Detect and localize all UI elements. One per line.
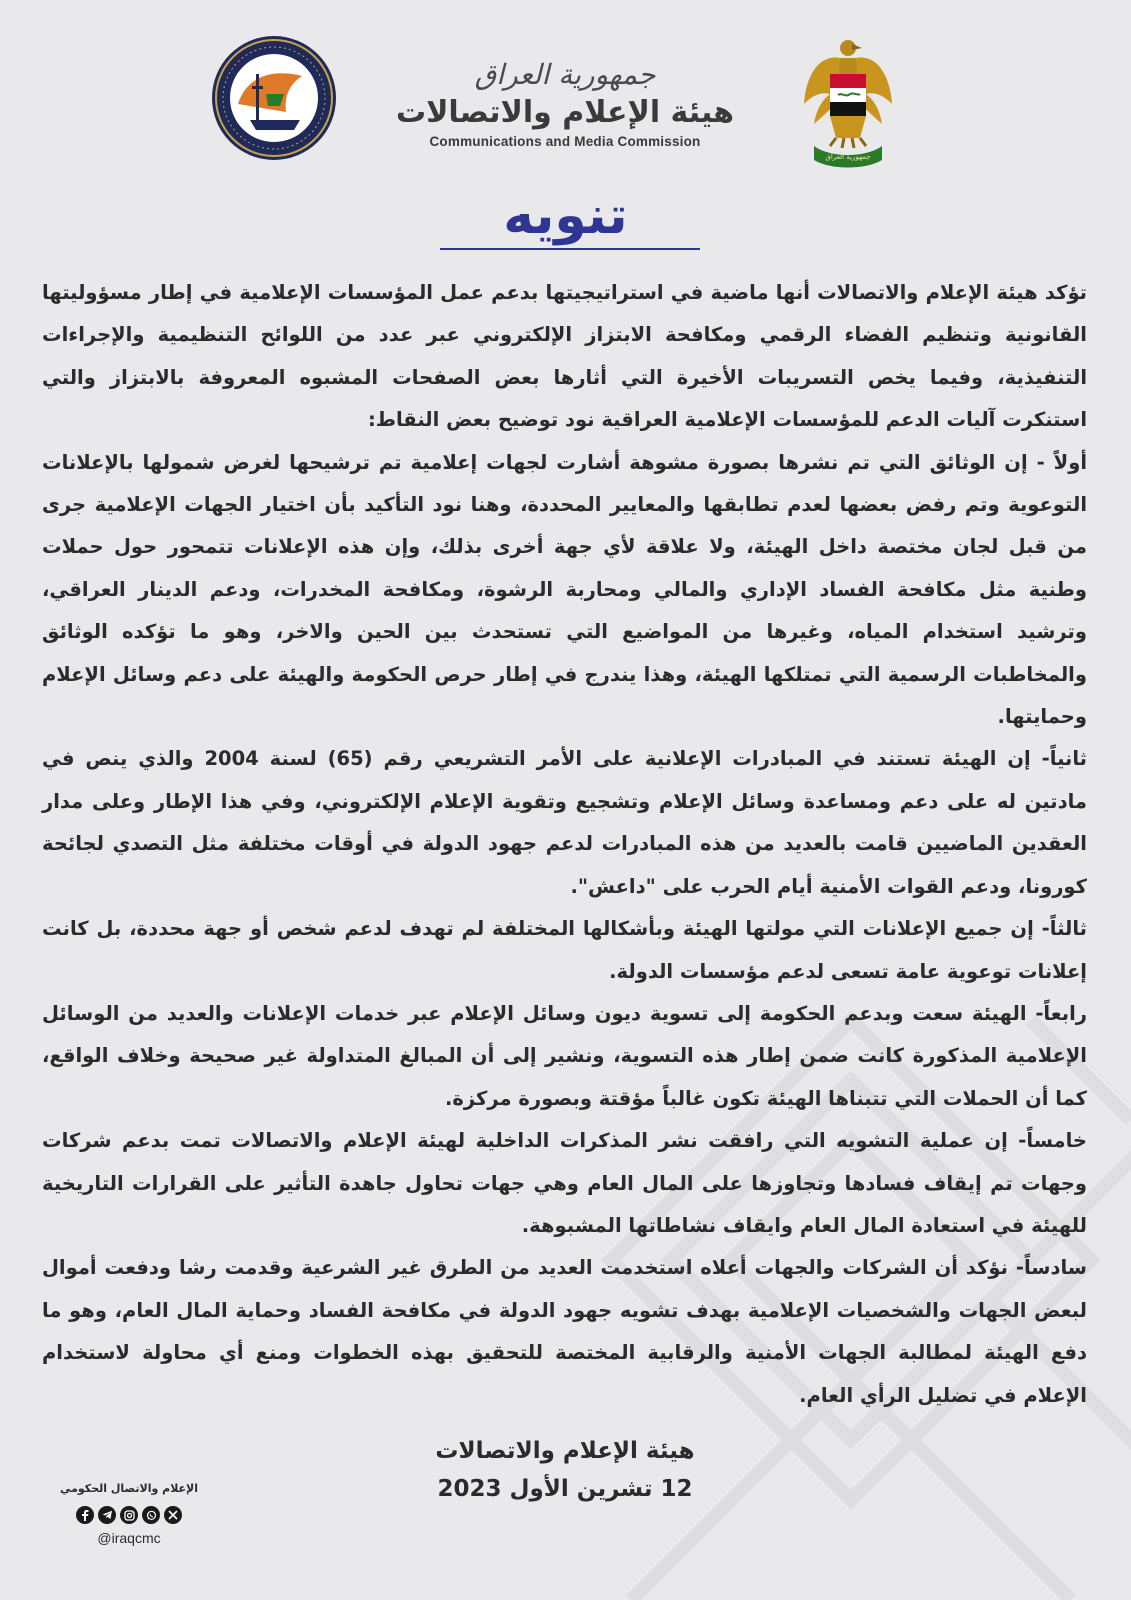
letterhead — [0, 28, 1131, 178]
signature-date: 12 تشرين الأول 2023 — [437, 1476, 693, 1502]
point-fourth-paragraph: رابعاً- الهيئة سعت وبدعم الحكومة إلى تسوية ديون وسائل الإعلام عبر خدمات الإعلانات والعديد من الوسائل الإعلامية المذكورة كانت ضمن إطار هذه التسوية، ونشير إلى أن المبالغ المتداولة غير صحيحة وخلاف الواقع، كما أن الحملات التي تتبناها الهيئة تكون غالباً مؤقتة وبصورة مركزة. — [42, 1001, 1087, 1110]
point-third-paragraph: ثالثاً- إن جميع الإعلانات التي مولتها الهيئة وبأشكالها المختلفة لم تهدف لدعم شخص أو جهة محددة، بل كانت إعلانات توعوية عامة تسعى لدعم مؤسسات الدولة. — [42, 917, 1087, 983]
notice-body — [42, 272, 1087, 1417]
point-second-paragraph: ثانياً- إن الهيئة تستند في المبادرات الإعلانية على الأمر التشريعي رقم (65) لسنة 2004 والذي ينص في مادتين له على دعم ومساعدة وسائل الإعلام وتشجيع وتقوية الإعلام الإلكتروني، وفي هذا الإطار وعلى مدار العقدين الماضيين قامت بالعديد من هذه المبادرات لدعم جهود الدولة في أوقات مختلفة مثل التصدي لجائحة كورونا، ودعم القوات الأمنية أيام الحرب على "داعش". — [42, 747, 1088, 898]
iraq-eagle-emblem-icon — [800, 34, 896, 170]
republic-of-iraq-calligraphy: جمهورية العراق — [474, 58, 656, 91]
point-fifth-paragraph: خامساً- إن عملية التشويه التي رافقت نشر المذكرات الداخلية لهيئة الإعلام والاتصالات تمت بدعم شركات وجهات تم إيقاف فسادها وتجاوزها على المال العام وهي جهات تحاول جاهدة التأثير على القرارات التاريخية للهيئة في استعادة المال العام وايقاف نشاطاتها المشبوهة. — [42, 1129, 1087, 1237]
notice-title: تنويه — [503, 186, 628, 246]
point-first-paragraph: أولاً - إن الوثائق التي تم نشرها بصورة مشوهة أشارت لجهات إعلامية تم ترشيحها لغرض شمولها بالإعلانات التوعوية وتم رفض بعضها لعدم تطابقها والمعايير المحددة، وهنا نود التأكيد بأن اختيار الجهات الإعلامية جرى من قبل لجان مختصة داخل الهيئة، ولا علاقة لأي جهة أخرى بذلك، وإن هذه الإعلانات تتمحور حول حملات وطنية مثل مكافحة الفساد الإداري والمالي ومحاربة الرشوة، ومكافحة المخدرات، ودعم الدينار العراقي، وترشيد استخدام المياه، وغيرها من المواضيع التي تستحدث بين الحين والاخر، وهو ما تؤكده الوثائق والمخاطبات الرسمية التي تمتلكها الهيئة، وهذا يندرج في إطار حرص الحكومة والهيئة على دعم وسائل الإعلام وحمايتها. — [42, 450, 1087, 729]
intro-paragraph: تؤكد هيئة الإعلام والاتصالات أنها ماضية في استراتيجيتها بدعم عمل المؤسسات الإعلامية في إطار مسؤوليتها القانونية وتنظيم الفضاء الرقمي ومكافحة الابتزاز الإلكتروني عبر عدد من اللوائح التنظيمية والإجراءات التنفيذية، وفيما يخص التسريبات الأخيرة التي أثارها بعض الصفحات المشبوه المعروفة بالابتزاز والتي استنكرت آليات الدعم للمؤسسات الإعلامية العراقية نود توضيح بعض النقاط: — [42, 281, 1087, 432]
letterhead-title-block — [395, 56, 735, 149]
signature-organization: هيئة الإعلام والاتصالات — [435, 1438, 695, 1464]
footer-label: الإعلام والاتصال الحكومي — [59, 1482, 199, 1495]
commission-name-arabic: هيئة الإعلام والاتصالات — [395, 95, 735, 130]
signature-block — [360, 1432, 770, 1508]
x-icon[interactable] — [164, 1506, 182, 1524]
cmc-logo-icon — [210, 34, 338, 162]
facebook-icon[interactable] — [76, 1506, 94, 1524]
footer — [44, 1480, 214, 1546]
point-sixth-paragraph: سادساً- نؤكد أن الشركات والجهات أعلاه استخدمت العديد من الطرق غير الشرعية وقدمت رشا ودفعت أموال لبعض الجهات والشخصيات الإعلامية بهدف تشويه جهود الدولة في مكافحة الفساد وحماية المال العام، وهو ما دفع الهيئة لمطالبة الجهات الأمنية والرقابية المختصة للتحقيق بهذه الخطوات ومنع أي محاولة لاستخدام الإعلام في تضليل الرأي العام. — [42, 1256, 1087, 1407]
title-underline — [440, 248, 700, 250]
commission-name-english: Communications and Media Commission — [429, 134, 701, 149]
social-icons-row — [44, 1506, 214, 1524]
social-handle[interactable]: @iraqcmc — [97, 1530, 161, 1546]
instagram-icon[interactable] — [120, 1506, 138, 1524]
emblem-scroll-text: جمهورية العراق — [825, 153, 871, 161]
whatsapp-icon[interactable] — [142, 1506, 160, 1524]
telegram-icon[interactable] — [98, 1506, 116, 1524]
